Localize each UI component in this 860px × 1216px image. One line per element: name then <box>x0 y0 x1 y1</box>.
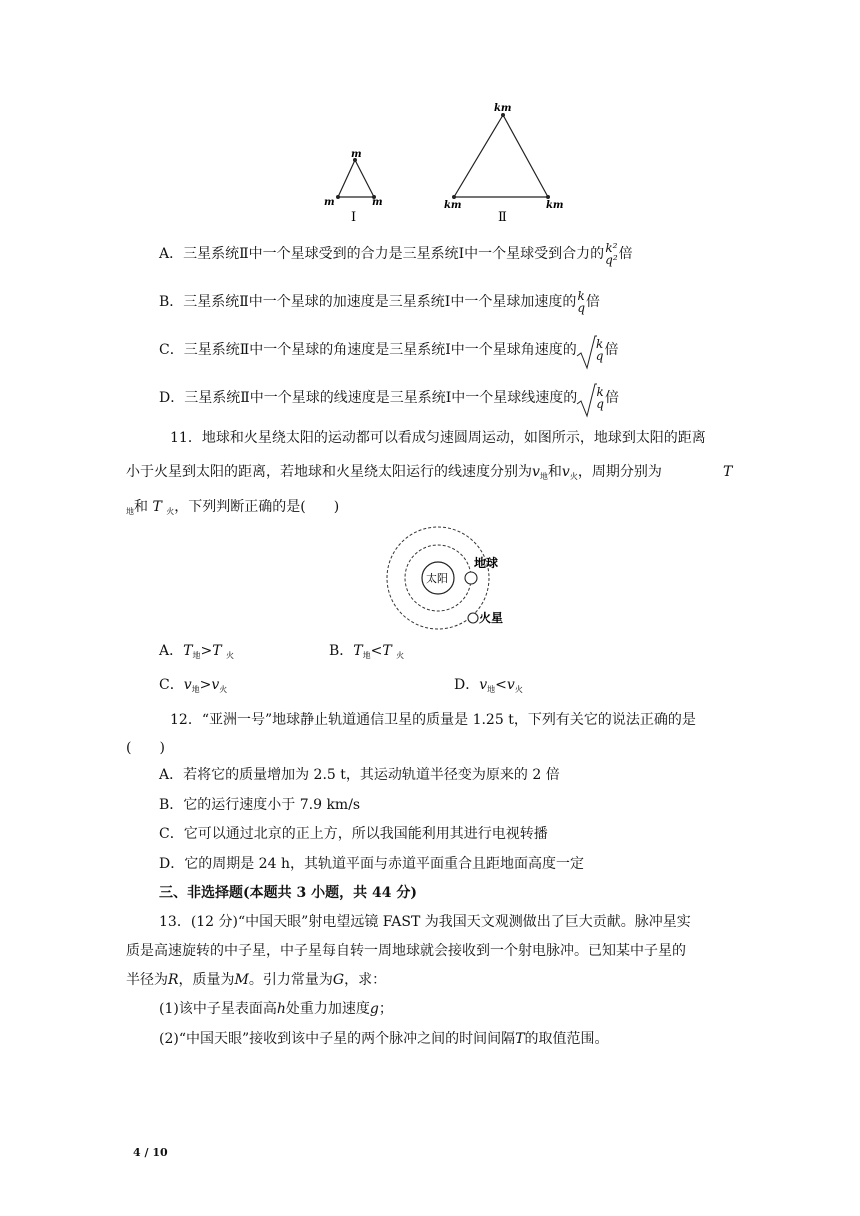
fraction: k q <box>577 289 586 315</box>
q13-part-2: (2)“中国天眼”接收到该中子星的两个脉冲之间的时间间隔T的取值范围。 <box>159 1031 609 1047</box>
q11-t-symbol: T <box>723 464 733 480</box>
fraction: k q <box>595 337 604 363</box>
sun-label: 太阳 <box>426 572 448 585</box>
mars <box>468 613 478 623</box>
q10-option-a: A．三星系统Ⅱ中一个星球受到的合力是三星系统Ⅰ中一个星球受到合力的 k² q² 倍 <box>159 241 633 267</box>
tri1-left-label: m <box>324 197 335 208</box>
orbit-diagram <box>380 522 520 634</box>
fraction: k q <box>596 385 604 411</box>
q13-line-1: 13．(12 分)“中国天眼”射电望远镜 FAST 为我国天文观测做出了巨大贡献。脉冲星实 <box>159 914 691 930</box>
q12-line-1: 12．“亚洲一号”地球静止轨道通信卫星的质量是 1.25 t，下列有关它的说法正确的是 <box>170 712 696 728</box>
q12-line-2: ( ) <box>126 740 165 756</box>
tri2-right-label: km <box>546 200 564 211</box>
q10-option-d: D．三星系统Ⅱ中一个星球的线速度是三星系统Ⅰ中一个星球线速度的 k q 倍 <box>159 386 619 410</box>
tri2-left-label: km <box>444 200 462 211</box>
q11-option-b: B．$T_地<T$ $_火$ <box>329 643 405 660</box>
earth-label: 地球 <box>474 556 499 570</box>
three-star-diagram <box>310 95 600 230</box>
mars-label: 火星 <box>479 611 504 625</box>
sqrt-symbol <box>595 386 605 410</box>
tri1-top-label: m <box>351 149 362 160</box>
q12-option-c: C．它可以通过北京的正上方，所以我国能利用其进行电视转播 <box>159 826 548 842</box>
q13-line-3: 半径为R，质量为M。引力常量为G，求： <box>126 972 387 988</box>
tri1-right-label: m <box>372 197 383 208</box>
q12-option-d: D．它的周期是 24 h，其轨道平面与赤道平面重合且距地面高度一定 <box>159 856 584 872</box>
triangle-2 <box>454 115 548 197</box>
q11-line-3: $_地$和 T $_火$，下列判断正确的是( ) <box>126 499 340 516</box>
q13-part-1: (1)该中子星表面高h处重力加速度g； <box>159 1001 393 1017</box>
earth <box>465 572 477 584</box>
tri2-top-label: km <box>494 103 512 114</box>
q10-option-c: C．三星系统Ⅱ中一个星球的角速度是三星系统Ⅰ中一个星球角速度的 k q 倍 <box>159 338 618 362</box>
q13-line-2: 质是高速旋转的中子星，中子星每自转一周地球就会接收到一个射电脉冲。已知某中子星的 <box>126 943 686 959</box>
q11-option-c: C．$v_地>v_火$ <box>159 677 228 694</box>
q11-option-d: D．$v_地<v_火$ <box>454 677 523 694</box>
q11-line-2: 小于火星到太阳的距离，若地球和火星绕太阳运行的线速度分别为$v_地$和$v_火$，周期分别为 <box>126 464 662 481</box>
q11-option-a: A．$T_地>T$ $_火$ <box>159 643 234 660</box>
section-3-heading: 三、非选择题(本题共 3 小题，共 44 分) <box>159 885 417 901</box>
fraction: k² q² <box>605 241 618 267</box>
page-number: 4 / 10 <box>133 1146 168 1159</box>
sqrt-symbol <box>595 338 605 362</box>
q10-option-b: B．三星系统Ⅱ中一个星球的加速度是三星系统Ⅰ中一个星球加速度的 k q 倍 <box>159 289 601 315</box>
tri2-roman-label: Ⅱ <box>498 210 507 225</box>
q11-line-1: 11．地球和火星绕太阳的运动都可以看成匀速圆周运动，如图所示，地球到太阳的距离 <box>170 430 706 446</box>
q12-option-b: B．它的运行速度小于 7.9 km/s <box>159 797 361 813</box>
tri1-roman-label: Ⅰ <box>351 210 357 225</box>
triangle-1 <box>338 160 374 197</box>
q12-option-a: A．若将它的质量增加为 2.5 t，其运动轨道半径变为原来的 2 倍 <box>159 767 560 783</box>
